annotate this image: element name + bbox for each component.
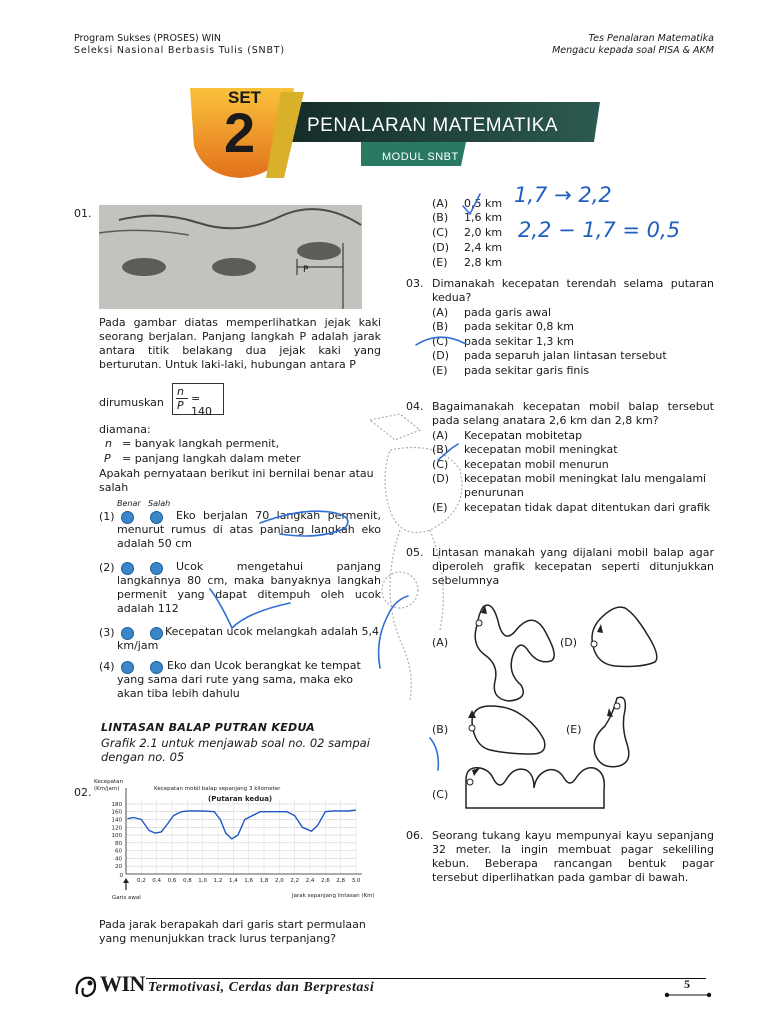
- chart-y-tick-label: 120: [111, 825, 122, 832]
- chart-x-tick-label: 0,4: [152, 878, 162, 884]
- chart-x-tick-label: 1,0: [198, 878, 208, 884]
- banner-set-number: 2: [224, 101, 256, 164]
- chart-y-tick-label: 80: [115, 840, 122, 847]
- chart-x-tick-label: 1,6: [244, 878, 254, 884]
- banner-set-label: SET: [228, 88, 262, 107]
- section-title: LINTASAN BALAP PUTRAN KEDUA: [101, 721, 315, 734]
- q05-label-c[interactable]: (C): [432, 788, 449, 801]
- def-p-text: = panjang langkah dalam meter: [122, 452, 301, 465]
- chart-x-tick-label: 2,0: [274, 878, 284, 884]
- header-reference: Mengacu kepada soal PISA & AKM: [552, 45, 714, 56]
- q02-option-a[interactable]: (A) 0,5 km: [432, 197, 503, 210]
- s4-num: (4): [99, 660, 115, 673]
- chart-x-tick-label: 3,0: [351, 878, 361, 884]
- chart-y-tick-label: 20: [115, 864, 122, 871]
- q04-option-e[interactable]: (E) kecepatan tidak dapat ditentukan dari grafik: [432, 501, 711, 514]
- banner-subtitle: MODUL SNBT: [382, 151, 459, 163]
- q04-option-b[interactable]: (B) kecepatan mobil meningkat: [432, 443, 618, 456]
- q06-number: 06.: [406, 829, 424, 842]
- chart-x-tick-label: 1,4: [228, 878, 238, 884]
- q02-option-e[interactable]: (E) 2,8 km: [432, 256, 503, 269]
- chart-speed-line: [128, 810, 357, 839]
- header-test-name: Tes Penalaran Matematika: [588, 33, 714, 44]
- formula-n: n: [177, 385, 184, 398]
- q06-question: Seorang tukang kayu mempunyai kayu sepanjang 32 meter. Ia ingin membuat pagar sekeliling kebun. Beberapa rancangan bentuk pagar tersebut diperlihatkan pada gambar di bawah.: [432, 829, 714, 884]
- chart-x-tick-label: 1,8: [259, 878, 269, 884]
- chart-x-label: Jarak sepanjang lintasan (Km): [292, 893, 375, 899]
- win-logo-icon: [73, 974, 99, 998]
- q03-option-e[interactable]: (E) pada sekitar garis finis: [432, 364, 590, 377]
- section-subtitle: Grafik 2.1 untuk menjawab soal no. 02 sampai dengan no. 05: [101, 736, 370, 764]
- q02-option-c[interactable]: (C) 2,0 km: [432, 226, 503, 239]
- q03-number: 03.: [406, 277, 424, 290]
- formula-box: [172, 383, 224, 418]
- s3-num: (3): [99, 626, 115, 639]
- q05-question: Lintasan manakah yang dijalani mobil balap agar diperoleh grafik kecepatan seperti ditunjukkan sebelumnya: [432, 546, 714, 587]
- def-p-var: P: [104, 452, 111, 465]
- chart-y-tick-label: 100: [111, 833, 122, 840]
- q05-label-e[interactable]: (E): [566, 723, 582, 736]
- q04-number: 04.: [406, 400, 424, 413]
- q01-number: 01.: [74, 207, 92, 220]
- chart-x-tick-label: 0,6: [167, 878, 177, 884]
- s2-num: (2): [99, 561, 115, 574]
- chart-x-tick-label: 2,4: [305, 878, 315, 884]
- chart-start-arrowhead: [123, 878, 129, 883]
- chart-y-label: Kecepatan: [94, 779, 123, 785]
- q02-option-b[interactable]: (B) 1,6 km: [432, 211, 503, 224]
- footprint-photo: [99, 205, 362, 309]
- q05-label-d[interactable]: (D): [560, 636, 578, 649]
- header-left: [74, 33, 285, 57]
- col-benar: Benar: [117, 499, 141, 508]
- chart-x-tick-label: 0,2: [136, 878, 146, 884]
- q03-option-c[interactable]: (C) pada sekitar 1,3 km: [432, 335, 575, 348]
- q01-diamana: diamana:: [99, 423, 151, 436]
- page-number: 5: [684, 977, 690, 991]
- q03-option-d[interactable]: (D) pada separuh jalan lintasan tersebut: [432, 349, 667, 362]
- chart-y-tick-label: 60: [115, 848, 122, 855]
- header-program: Program Sukses (PROSES) WIN: [74, 33, 222, 44]
- chart-x-tick-label: 0,8: [182, 878, 192, 884]
- q05-label-a[interactable]: (A): [432, 636, 449, 649]
- s4-text: Eko dan Ucok berangkat ke tempat yang sama dari rute yang sama, maka eko akan tiba lebih dahulu: [117, 659, 361, 700]
- chart-title: Kecepatan mobil balap sepanjang 3 kilometer: [154, 786, 281, 792]
- header-right: [552, 33, 714, 57]
- q02-question: Pada jarak berapakah dari garis start permulaan yang menunjukkan track lurus terpanjang?: [99, 918, 366, 945]
- q02-number: 02.: [74, 786, 92, 799]
- footer-tagline: Termotivasi, Cerdas dan Berprestasi: [148, 980, 375, 995]
- q04-option-a[interactable]: (A) Kecepatan mobitetap: [432, 429, 583, 442]
- q02-option-d[interactable]: (D) 2,4 km: [432, 241, 503, 254]
- footer-rule: [146, 978, 706, 979]
- col-salah: Salah: [148, 499, 171, 508]
- chart-x-tick-label: 2,2: [290, 878, 300, 884]
- q05-label-b[interactable]: (B): [432, 723, 449, 736]
- banner-title: PENALARAN MATEMATIKA: [307, 115, 559, 136]
- q01-question: Apakah pernyataan berikut ini bernilai benar atau salah: [99, 467, 374, 494]
- q05-number: 05.: [406, 546, 424, 559]
- track-b-shape: [460, 700, 560, 760]
- formula-value: = 140: [191, 392, 212, 418]
- s1-num: (1): [99, 510, 115, 523]
- q04-question: Bagaimanakah kecepatan mobil balap tersebut pada selang anatara 2,6 km dan 2,8 km?: [432, 400, 714, 427]
- q03-option-a[interactable]: (A) pada garis awal: [432, 306, 552, 319]
- chart-y-tick-label: 40: [115, 856, 122, 863]
- handwritten-note-2: 2,2 − 1,7 = 0,5: [518, 218, 681, 242]
- chart-origin-label: 0: [119, 873, 123, 879]
- def-n-text: = banyak langkah permenit,: [122, 437, 280, 450]
- s3-text: Kecepatan ucok melangkah adalah 5,4 km/jam: [117, 625, 379, 652]
- formula-p: P: [177, 399, 184, 412]
- chart-y-label-unit: (Km/jam): [94, 786, 120, 792]
- track-c-shape: [460, 760, 610, 815]
- chart-y-tick-label: 140: [111, 817, 122, 824]
- def-n-var: n: [105, 437, 112, 450]
- q01-formula-lead: dirumuskan: [99, 396, 164, 409]
- q03-question: Dimanakah kecepatan terendah selama putaran kedua?: [432, 277, 714, 304]
- header-seleksi: Seleksi Nasional Berbasis Tulis (SNBT): [74, 45, 285, 56]
- photo-p-label: P: [303, 265, 309, 275]
- track-d-shape: [585, 600, 665, 670]
- chart-origin-caption: Garis awal: [112, 895, 141, 900]
- chart-x-tick-label: 1,2: [213, 878, 223, 884]
- s2-text: Ucok mengetahui panjang langkahnya 80 cm, maka banyaknya langkah permenit yang dapat ditempuh oleh ucok adalah 112: [117, 560, 381, 615]
- q04-option-c[interactable]: (C) kecepatan mobil menurun: [432, 458, 609, 471]
- s1-text: Eko berjalan 70 langkah permenit, menurut rumus di atas panjang langkah eko adalah 50 cm: [117, 509, 381, 550]
- speed-chart: [92, 778, 392, 900]
- track-a-shape: [455, 595, 565, 705]
- q01-intro: Pada gambar diatas memperlihatkan jejak kaki seorang berjalan. Panjang langkah P adalah jarak antara titik belakang dua jejak kaki yang berturutan. Untuk laki-laki, hubungan antara P: [99, 316, 381, 371]
- footer-brand: WIN: [100, 971, 145, 996]
- chart-x-tick-label: 2,6: [320, 878, 330, 884]
- q03-option-b[interactable]: (B) pada sekitar 0,8 km: [432, 320, 575, 333]
- chart-subtitle: (Putaran kedua): [208, 795, 273, 803]
- chart-y-tick-label: 180: [111, 801, 122, 808]
- q04-option-d[interactable]: (D) kecepatan mobil meningkat lalu mengalami penurunan: [432, 472, 707, 499]
- page-divider-icon: [664, 991, 712, 999]
- handwritten-note-1: 1,7 → 2,2: [514, 183, 612, 207]
- chart-y-tick-label: 160: [111, 809, 122, 816]
- chart-x-tick-label: 2,8: [336, 878, 346, 884]
